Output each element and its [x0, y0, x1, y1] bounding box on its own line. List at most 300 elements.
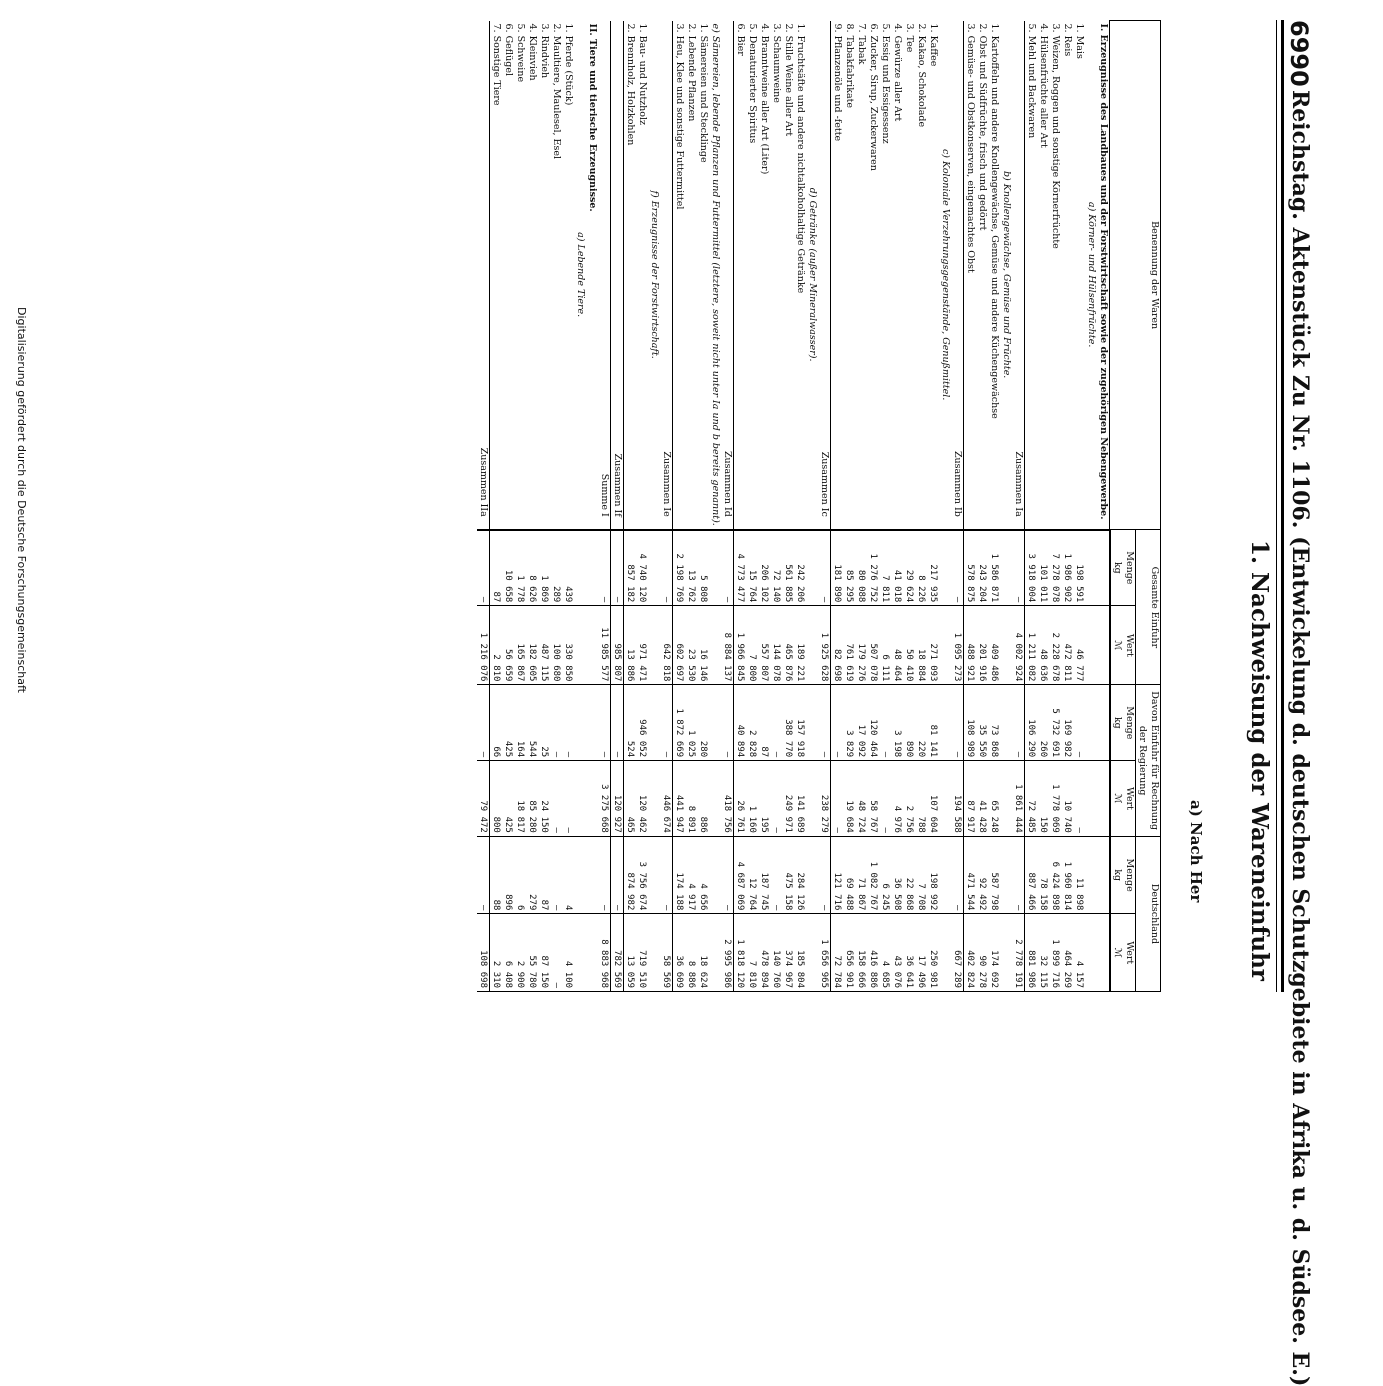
table-row	[892, 21, 904, 992]
cell-name: 1. Sämereien und Stecklinge	[698, 21, 710, 530]
cell-value: 29 624	[904, 530, 916, 606]
table-row	[977, 21, 989, 992]
cell-name: 4. Kleinvieh	[527, 21, 539, 530]
cell-value: 8 626	[527, 530, 539, 606]
cell-value: 36 641	[904, 914, 916, 992]
cell-value: 1 899 716	[1050, 914, 1062, 992]
cell-value: 242 206	[795, 530, 807, 606]
cell-value: 886	[698, 761, 710, 837]
cell-value: 4 656	[698, 836, 710, 914]
cell-value: 169 982	[1062, 685, 1074, 761]
cell-value: 6 111	[880, 606, 892, 685]
cell-value: 13 886	[624, 606, 637, 685]
cell-value: 1 872 669	[673, 685, 686, 761]
cell-value	[575, 761, 587, 837]
cell-value: 4 740 120	[637, 530, 649, 606]
table-row	[527, 21, 539, 992]
cell-value: —	[478, 836, 491, 914]
cell-value: 26 761	[734, 761, 747, 837]
cell-value: 557 807	[759, 606, 771, 685]
cell-name: 4. Gewürze aller Art	[892, 21, 904, 530]
cell-value: 48 724	[856, 761, 868, 837]
cell-name: 1. Fruchtsäfte und andere nichtalkoholhaltige Getränke	[795, 21, 807, 530]
cell-value: 56 659	[503, 606, 515, 685]
cell-value: 71 867	[856, 836, 868, 914]
cell-name: c) Koloniale Verzehrungsgegenstände, Genußmittel.	[940, 21, 952, 530]
cell-value: 1 869	[539, 530, 551, 606]
col-header-wert: Wert ℳ	[1110, 606, 1136, 685]
cell-value: 58 767	[868, 761, 880, 837]
cell-value: 85 280	[527, 761, 539, 837]
cell-value: —	[771, 761, 783, 837]
cell-name: 2. Obst und Südfrüchte, frisch und gedörrt	[977, 21, 989, 530]
cell-value	[587, 530, 599, 606]
cell-value: 158 666	[856, 914, 868, 992]
cell-name: 5. Schweine	[515, 21, 527, 530]
cell-value: 3 829	[844, 685, 856, 761]
cell-value: —	[771, 685, 783, 761]
table-section-row	[940, 21, 952, 992]
cell-value	[575, 836, 587, 914]
cell-value: 18 817	[515, 761, 527, 837]
cell-value: 4 687 069	[734, 836, 747, 914]
cell-value: 439	[563, 530, 575, 606]
cell-value: 4 157	[1074, 914, 1086, 992]
running-head: Reichstag. Aktenstück Zu Nr. 1106. (Entwickelung d. deutschen Schutzgebiete in Afrika u. d. Südsee. E.)	[1287, 90, 1313, 1386]
page-number: 6990	[1285, 20, 1313, 87]
cell-value: —	[771, 836, 783, 914]
cell-value: 5 732 691	[1050, 685, 1062, 761]
cell-value: 65 248	[989, 761, 1001, 837]
table-section-row	[587, 21, 599, 992]
table-section-row	[1086, 21, 1098, 992]
cell-value: —	[478, 530, 491, 606]
cell-value: 19 684	[844, 761, 856, 837]
cell-value: —	[1013, 836, 1026, 914]
cell-value: 260	[1038, 685, 1050, 761]
cell-value: 284 126	[795, 836, 807, 914]
cell-value: —	[611, 530, 624, 606]
cell-value	[587, 685, 599, 761]
cell-value: 15 764	[747, 530, 759, 606]
col-header-menge: Menge kg	[1110, 685, 1136, 761]
cell-value: 10 658	[503, 530, 515, 606]
cell-value	[587, 761, 599, 837]
cell-value: 7 278 078	[1050, 530, 1062, 606]
col-header-wert: Wert ℳ	[1110, 761, 1136, 837]
cell-value	[1001, 685, 1013, 761]
table-row	[1038, 21, 1050, 992]
cell-value	[807, 914, 819, 992]
cell-value: 181 890	[831, 530, 844, 606]
cell-value: —	[722, 530, 735, 606]
cell-value: 719 510	[637, 914, 649, 992]
cell-value: —	[1074, 685, 1086, 761]
cell-value	[1098, 761, 1111, 837]
cell-value: 90 278	[977, 914, 989, 992]
cell-name: Zusammen Ic	[819, 21, 832, 530]
cell-value: 101 011	[1038, 530, 1050, 606]
cell-name: Zusammen Ib	[952, 21, 965, 530]
cell-value	[1001, 836, 1013, 914]
cell-value: 374 967	[783, 914, 795, 992]
cell-value: 2 228 678	[1050, 606, 1062, 685]
cell-value: 890	[904, 685, 916, 761]
cell-value: 72 140	[771, 530, 783, 606]
cell-value: 8 891	[686, 761, 698, 837]
cell-value: 1 966 845	[734, 606, 747, 685]
cell-value: 32 115	[1038, 914, 1050, 992]
cell-value: 1 778 069	[1050, 761, 1062, 837]
cell-name: 3. Schaumweine	[771, 21, 783, 530]
cell-name: Zusammen Id	[722, 21, 735, 530]
table-sum-row	[478, 21, 491, 992]
cell-value: 206 102	[759, 530, 771, 606]
cell-value: —	[1013, 685, 1026, 761]
cell-value: 418 756	[722, 761, 735, 837]
cell-name: 7. Sonstige Tiere	[490, 21, 503, 530]
cell-value: —	[563, 761, 575, 837]
cell-value	[940, 914, 952, 992]
cell-name: 1. Pferde (Stück)	[563, 21, 575, 530]
cell-value: 164	[515, 685, 527, 761]
cell-value: 66	[490, 685, 503, 761]
cell-value: 4 976	[892, 761, 904, 837]
cell-value	[649, 761, 661, 837]
cell-value	[1098, 914, 1111, 992]
cell-name: 2. Lebende Pflanzen	[686, 21, 698, 530]
cell-value: 7 810	[747, 914, 759, 992]
cell-value: 2 828	[747, 685, 759, 761]
cell-value: —	[952, 685, 965, 761]
col-group-total: Gesamte Einfuhr	[1136, 530, 1161, 685]
cell-value: 289	[551, 530, 563, 606]
cell-value	[710, 530, 722, 606]
cell-value: —	[661, 685, 674, 761]
cell-value: —	[819, 530, 832, 606]
cell-value: 946 052	[637, 685, 649, 761]
table-row	[747, 21, 759, 992]
cell-value: 182 605	[527, 606, 539, 685]
cell-value: 150	[1038, 761, 1050, 837]
cell-value: 16 146	[698, 606, 710, 685]
cell-value: —	[599, 685, 612, 761]
cell-value	[710, 761, 722, 837]
cell-name: 3. Tee	[904, 21, 916, 530]
cell-value: 11 985 577	[599, 606, 612, 685]
cell-value: 120 462	[637, 761, 649, 837]
cell-name: Zusammen Ia	[1013, 21, 1026, 530]
cell-value	[807, 761, 819, 837]
cell-value: 13 059	[624, 914, 637, 992]
cell-value: 2 756	[904, 761, 916, 837]
table-row	[771, 21, 783, 992]
cell-value: 478 894	[759, 914, 771, 992]
table-row	[928, 21, 940, 992]
cell-value: 92 492	[977, 836, 989, 914]
cell-value: —	[611, 685, 624, 761]
cell-value: —	[661, 836, 674, 914]
cell-value: 2 995 986	[722, 914, 735, 992]
table-sum-row	[952, 21, 965, 992]
table-row	[673, 21, 686, 992]
table-row	[964, 21, 977, 992]
cell-value	[575, 685, 587, 761]
col-header-name: Benennung der Waren	[1110, 21, 1161, 530]
table-sum-row	[819, 21, 832, 992]
cell-value: 280	[698, 685, 710, 761]
cell-value: —	[880, 685, 892, 761]
table-row	[916, 21, 928, 992]
cell-value: 985 807	[611, 606, 624, 685]
cell-name: 1. Kartoffeln und andere Knollengewächse, Gemüse und andere Küchengewächse	[989, 21, 1001, 530]
cell-value	[649, 685, 661, 761]
cell-value: —	[1074, 761, 1086, 837]
cell-value: 140 760	[771, 914, 783, 992]
cell-name: b) Knollengewächse, Gemüse und Früchte.	[1001, 21, 1013, 530]
cell-value: 58 569	[661, 914, 674, 992]
cell-value: 2 198 769	[673, 530, 686, 606]
cell-value: 13 762	[686, 530, 698, 606]
cell-name: 5. Denaturierter Spiritus	[747, 21, 759, 530]
cell-value: 388 770	[783, 685, 795, 761]
cell-name: 2. Reis	[1062, 21, 1074, 530]
cell-value: 8 883 968	[599, 914, 612, 992]
cell-value	[1098, 685, 1111, 761]
cell-value: 1 986 902	[1062, 530, 1074, 606]
cell-name: a) Körner- und Hülsenfrüchte.	[1086, 21, 1098, 530]
cell-value: 195	[759, 761, 771, 837]
cell-value: 3 275 668	[599, 761, 612, 837]
cell-value	[807, 530, 819, 606]
cell-value: 23 530	[686, 606, 698, 685]
cell-value: 1 861 444	[1013, 761, 1026, 837]
cell-value: 330 850	[563, 606, 575, 685]
cell-value: 578 875	[964, 530, 977, 606]
cell-value: 602 697	[673, 606, 686, 685]
cell-name: Summe I	[599, 21, 612, 530]
cell-value: 107 604	[928, 761, 940, 837]
table-section-row	[710, 21, 722, 992]
cell-value: 425	[503, 761, 515, 837]
table-row	[759, 21, 771, 992]
cell-value: —	[551, 914, 563, 992]
cell-value	[1098, 530, 1111, 606]
cell-value	[710, 914, 722, 992]
cell-value	[710, 606, 722, 685]
cell-value: 85 295	[844, 530, 856, 606]
cell-value: —	[722, 685, 735, 761]
cell-name: 2. Maultiere, Maulesel, Esel	[551, 21, 563, 530]
cell-value: 3 756 674	[637, 836, 649, 914]
cell-value: 656 901	[844, 914, 856, 992]
cell-value: 471 544	[964, 836, 977, 914]
header-rule-thin	[1276, 20, 1277, 992]
cell-value: 887 466	[1025, 836, 1038, 914]
cell-value: 79 472	[478, 761, 491, 837]
cell-value: 24 150	[539, 761, 551, 837]
sub-title: a) Nach Her	[1187, 800, 1205, 903]
cell-value	[1098, 606, 1111, 685]
cell-value: 10 740	[1062, 761, 1074, 837]
cell-value: 667 289	[952, 914, 965, 992]
cell-value: 108 698	[478, 914, 491, 992]
table-sum-row	[599, 21, 612, 992]
cell-value: 100 680	[551, 606, 563, 685]
table-row	[1050, 21, 1062, 992]
cell-value: —	[831, 761, 844, 837]
cell-name: 6. Geflügel	[503, 21, 515, 530]
cell-value: 8 226	[916, 530, 928, 606]
cell-value: 41 428	[977, 761, 989, 837]
cell-value	[1098, 836, 1111, 914]
cell-value: —	[1013, 530, 1026, 606]
cell-value: 2 900	[515, 914, 527, 992]
cell-value: 874 982	[624, 836, 637, 914]
cell-name: 5. Mehl und Backwaren	[1025, 21, 1038, 530]
cell-value	[1001, 606, 1013, 685]
cell-value: 120 464	[868, 685, 880, 761]
cell-value: 12 764	[747, 836, 759, 914]
cell-value: 1 095 273	[952, 606, 965, 685]
cell-value	[1001, 530, 1013, 606]
cell-value: —	[880, 761, 892, 837]
cell-value: 1 586 871	[989, 530, 1001, 606]
cell-value: 220	[916, 685, 928, 761]
cell-value: 782 569	[611, 914, 624, 992]
cell-value: 185 804	[795, 914, 807, 992]
cell-value: —	[599, 836, 612, 914]
cell-value: 6 408	[503, 914, 515, 992]
cell-value: 425	[503, 685, 515, 761]
cell-value: 48 464	[892, 606, 904, 685]
cell-name: 3. Weizen, Roggen und sonstige Körnerfrüchte	[1050, 21, 1062, 530]
cell-value: 25	[539, 685, 551, 761]
cell-value	[940, 836, 952, 914]
cell-value: 72 784	[831, 914, 844, 992]
cell-value: 279	[527, 836, 539, 914]
cell-value: 472 811	[1062, 606, 1074, 685]
cell-value: 35 550	[977, 685, 989, 761]
cell-value: 6	[515, 836, 527, 914]
table-section-row	[649, 21, 661, 992]
cell-value: 2 310	[490, 914, 503, 992]
cell-value: 198 591	[1074, 530, 1086, 606]
cell-value: —	[819, 836, 832, 914]
cell-value: 2 810	[490, 606, 503, 685]
cell-value: —	[611, 836, 624, 914]
main-title: 1. Nachweisung der Wareneinfuhr	[1246, 540, 1273, 981]
table-row	[686, 21, 698, 992]
cell-value: 198 992	[928, 836, 940, 914]
cell-value: 7 800	[747, 606, 759, 685]
cell-value: 1 818 120	[734, 914, 747, 992]
cell-value: 587 798	[989, 836, 1001, 914]
cell-name: 9. Pflanzenöle und -fette	[831, 21, 844, 530]
cell-value	[940, 761, 952, 837]
cell-value: 788	[916, 761, 928, 837]
cell-value: 250 981	[928, 914, 940, 992]
table-row	[698, 21, 710, 992]
col-header-menge: Menge kg	[1110, 836, 1136, 914]
table-row	[844, 21, 856, 992]
table-row	[880, 21, 892, 992]
col-group-germany: Deutschland	[1136, 836, 1161, 991]
cell-value: 409 486	[989, 606, 1001, 685]
cell-value: 43 076	[892, 914, 904, 992]
cell-value: 487 115	[539, 606, 551, 685]
table-row	[490, 21, 503, 992]
cell-value	[575, 606, 587, 685]
table-sum-row	[722, 21, 735, 992]
cell-value	[940, 606, 952, 685]
col-header-wert: Wert ℳ	[1110, 914, 1136, 992]
table-section-row	[807, 21, 819, 992]
cell-value: 3 198	[892, 685, 904, 761]
cell-value: 1 025	[686, 685, 698, 761]
cell-value: 174 692	[989, 914, 1001, 992]
cell-value: 971 471	[637, 606, 649, 685]
cell-value: 40 894	[734, 685, 747, 761]
cell-value: 55 780	[527, 914, 539, 992]
table-row	[1025, 21, 1038, 992]
cell-value: 78 158	[1038, 836, 1050, 914]
cell-name: Zusammen IIa	[478, 21, 491, 530]
cell-name: 4. Hülsenfrüchte aller Art	[1038, 21, 1050, 530]
cell-value: 2 778 191	[1013, 914, 1026, 992]
cell-value: 238 279	[819, 761, 832, 837]
cell-value: 402 824	[964, 914, 977, 992]
table-row	[795, 21, 807, 992]
table-section-row	[1098, 21, 1111, 992]
cell-name: 1. Bau- und Nutzholz	[637, 21, 649, 530]
cell-value: 6 245	[880, 836, 892, 914]
table-row	[515, 21, 527, 992]
cell-value	[807, 606, 819, 685]
cell-value: 194 588	[952, 761, 965, 837]
table-row	[551, 21, 563, 992]
table-row	[637, 21, 649, 992]
cell-value: 800	[490, 761, 503, 837]
cell-value: 69 488	[844, 836, 856, 914]
cell-value	[1086, 606, 1098, 685]
cell-name: a) Lebende Tiere.	[575, 21, 587, 530]
cell-value: 4 773 477	[734, 530, 747, 606]
table-row	[734, 21, 747, 992]
cell-value: 18 884	[916, 606, 928, 685]
cell-value	[940, 530, 952, 606]
cell-name: 1. Mais	[1074, 21, 1086, 530]
cell-name: 6. Zucker, Sirup, Zuckerwaren	[868, 21, 880, 530]
cell-name: II. Tiere und tierische Erzeugnisse.	[587, 21, 599, 530]
cell-value: 81 141	[928, 685, 940, 761]
footer-credit: Digitalisierung gefördert durch die Deutsche Forschungsgemeinschaft	[15, 307, 28, 693]
cell-value: 465 876	[783, 606, 795, 685]
cell-value: 416 886	[868, 914, 880, 992]
cell-value: 446 674	[661, 761, 674, 837]
cell-value: —	[952, 836, 965, 914]
cell-name: 1. Kaffee	[928, 21, 940, 530]
cell-name: d) Getränke (außer Mineralwasser).	[807, 21, 819, 530]
cell-name: 2. Brennholz, Holzkohlen	[624, 21, 637, 530]
cell-value: 441 947	[673, 761, 686, 837]
cell-value: 1 960 814	[1062, 836, 1074, 914]
cell-value: —	[722, 836, 735, 914]
cell-value	[1086, 530, 1098, 606]
cell-value: 271 093	[928, 606, 940, 685]
cell-value: 17 496	[916, 914, 928, 992]
cell-value: 157 918	[795, 685, 807, 761]
